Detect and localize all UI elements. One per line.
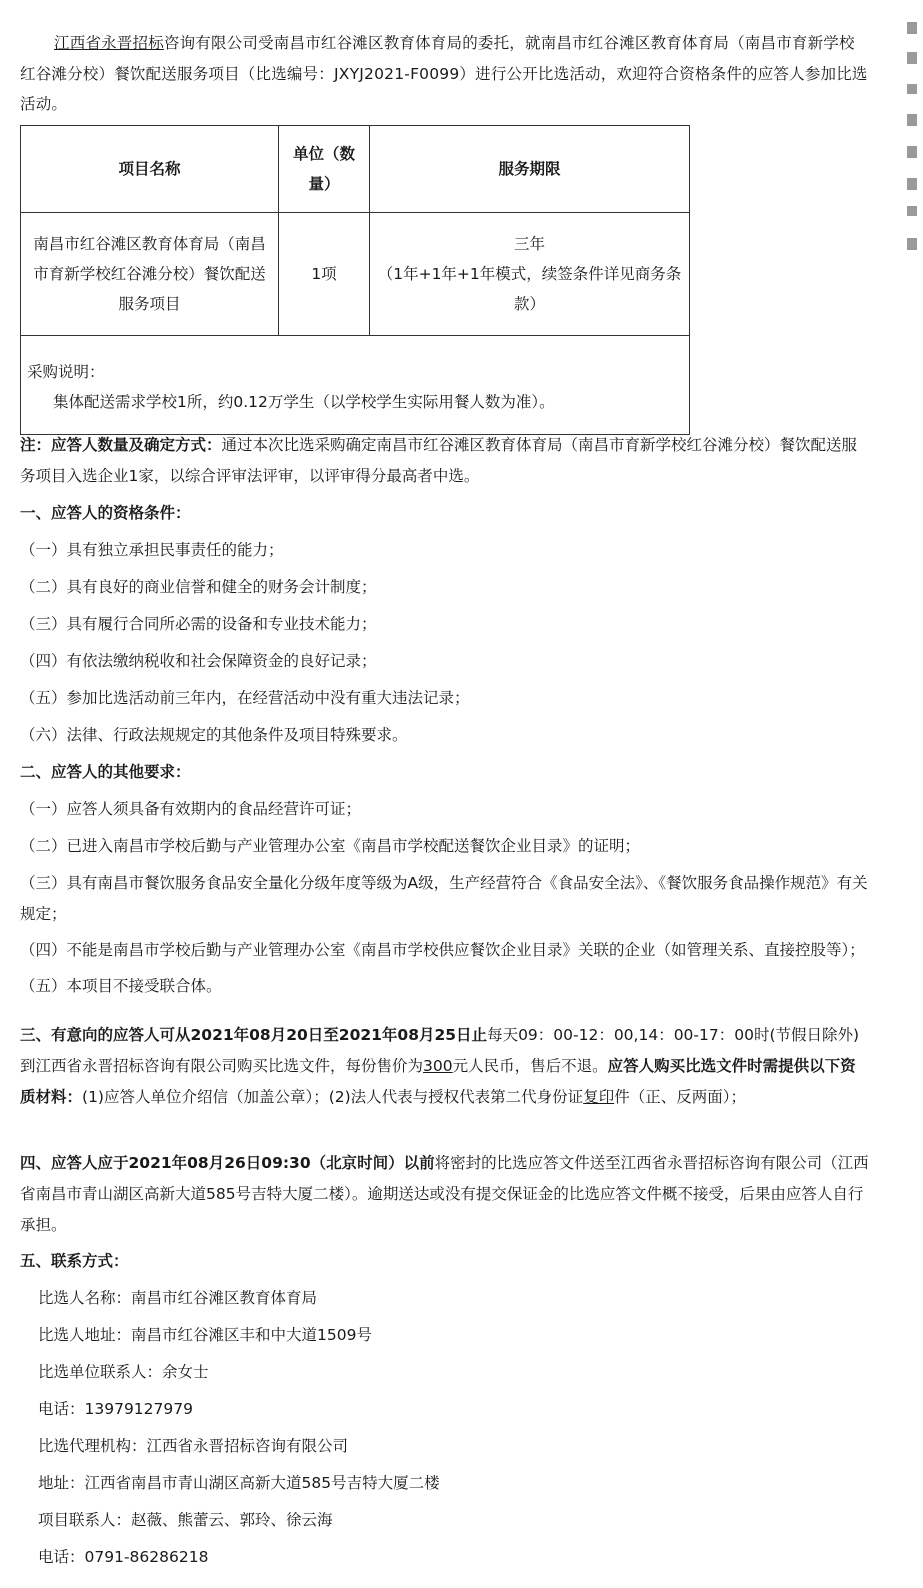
section-qualifications [20,495,870,754]
list-item: （四）有依法缴纳税收和社会保障资金的良好记录； [20,652,377,670]
contact-line: 电话：0791-86286218 [38,1548,209,1566]
document-price: 300 [423,1057,453,1075]
term-detail: （1年+1年+1年模式，续签条件详见商务条款） [377,265,682,313]
purchase-note-body: 集体配送需求学校1所，约0.12万学生（以学校学生实际用餐人数为准）。 [53,393,555,411]
list-item: （一）应答人须具备有效期内的食品经营许可证； [20,800,362,818]
section3-text1: 每天09：00-12：00,14：00-17：00时(节假日除外)到江西省永晋招标咨询有限公司购买比选文件，每份售价为 [20,1026,860,1075]
contact-list [38,1280,440,1576]
cell-service-term [370,213,690,336]
header-service-term: 服务期限 [370,126,690,213]
note-label: 注：应答人数量及确定方式： [20,436,222,454]
list-item: （二）已进入南昌市学校后勤与产业管理办公室《南昌市学校配送餐饮企业目录》的证明； [20,837,641,855]
header-unit-quantity: 单位（数量） [279,126,370,213]
list-item: （四）不能是南昌市学校后勤与产业管理办公室《南昌市学校供应餐饮企业目录》关联的企业（如管理关系、直接控股等）； [20,941,865,959]
cell-project-name: 南昌市红谷滩区教育体育局（南昌市育新学校红谷滩分校）餐饮配送服务项目 [21,213,279,336]
section4-bold: 四、应答人应于2021年08月26日09:30（北京时间）以前 [20,1154,435,1172]
project-table [20,125,690,435]
section5-heading [20,1243,870,1280]
agency-name: 江西省永晋招标 [54,34,164,52]
contact-line: 比选人地址：南昌市红谷滩区丰和中大道1509号 [38,1326,372,1344]
note-text: 通过本次比选采购确定南昌市红谷滩区教育体育局（南昌市育新学校红谷滩分校）餐饮配送服务项目入选企业1家，以综合评审法评审，以评审得分最高者中选。 [20,436,858,485]
section3-bold-intro: 三、有意向的应答人可从2021年08月20日至2021年08月25日止 [20,1026,488,1044]
contact-line: 项目联系人：赵薇、熊蕾云、郭玲、徐云海 [38,1511,333,1529]
purchase-note-title: 采购说明： [27,363,105,381]
contact-line: 比选单位联系人：余女士 [38,1363,209,1381]
purchase-note-cell [21,336,690,435]
intro-text: 咨询有限公司受南昌市红谷滩区教育体育局的委托，就南昌市红谷滩区教育体育局（南昌市育新学校红谷滩分校）餐饮配送服务项目（比选编号：JXYJ2021-F0099）进行公开比选活动，欢迎符合资格条件的应答人参加比选活动。 [20,34,868,113]
note-paragraph [20,430,870,491]
list-item: （三）具有履行合同所必需的设备和专业技术能力； [20,615,377,633]
header-project-name: 项目名称 [21,126,279,213]
table-row [21,213,690,336]
section3-bold-materials: 应答人购买比选文件时需提供以下资质材料： [20,1057,856,1106]
table-header-row [21,126,690,213]
intro-paragraph [20,28,870,120]
section3-text4: 件（正、反两面）； [614,1088,746,1106]
section3-text2: 元人民币，售后不退。 [452,1057,608,1075]
contact-line: 比选人名称：南昌市红谷滩区教育体育局 [38,1289,318,1307]
section-deadline [20,1148,870,1241]
contact-line: 电话：13979127979 [38,1400,193,1418]
cropped-margin-text [903,0,923,1588]
term-years: 三年 [513,235,545,253]
section-purchase [20,1020,870,1113]
list-item: （五）本项目不接受联合体。 [20,977,222,995]
section1-title: 一、应答人的资格条件： [20,504,191,522]
list-item: （六）法律、行政法规规定的其他条件及项目特殊要求。 [20,726,408,744]
list-item: （一）具有独立承担民事责任的能力； [20,541,284,559]
copy-word: 复印 [583,1088,615,1106]
contact-line: 比选代理机构：江西省永晋招标咨询有限公司 [38,1437,349,1455]
section5-title: 五、联系方式： [20,1252,129,1270]
section3-text3: (1)应答人单位介绍信（加盖公章）；(2)法人代表与授权代表第二代身份证 [82,1088,584,1106]
section2-title: 二、应答人的其他要求： [20,763,191,781]
cell-unit: 1项 [279,213,370,336]
list-item: （三）具有南昌市餐饮服务食品安全量化分级年度等级为A级，生产经营符合《食品安全法》、《餐饮服务食品操作规范》有关规定； [20,874,868,923]
contact-line: 地址：江西省南昌市青山湖区高新大道585号吉特大厦二楼 [38,1474,440,1492]
section-other-requirements [20,754,870,1005]
list-item: （二）具有良好的商业信誉和健全的财务会计制度； [20,578,377,596]
table-note-row [21,336,690,435]
section4-text: 将密封的比选应答文件送至江西省永晋招标咨询有限公司（江西省南昌市青山湖区高新大道585号吉特大厦二楼）。逾期送达或没有提交保证金的比选应答文件概不接受，后果由应答人自行承担。 [20,1154,869,1234]
list-item: （五）参加比选活动前三年内，在经营活动中没有重大违法记录； [20,689,470,707]
